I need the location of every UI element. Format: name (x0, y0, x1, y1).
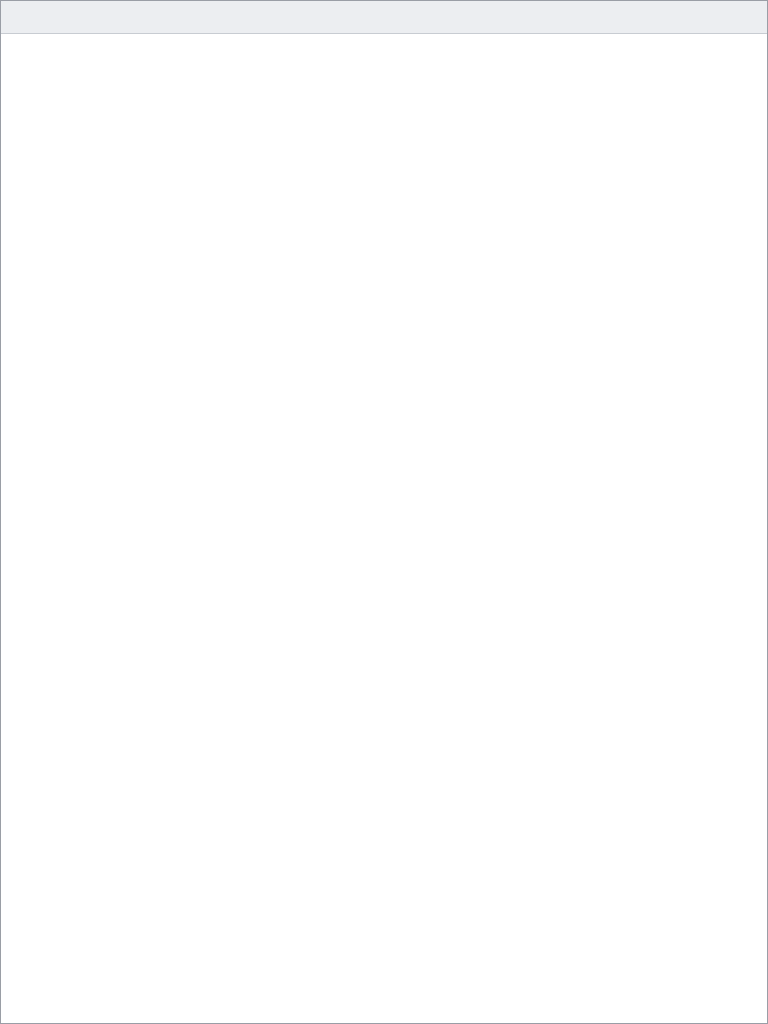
content-area (1, 34, 767, 1023)
title-bar (1, 1, 767, 34)
